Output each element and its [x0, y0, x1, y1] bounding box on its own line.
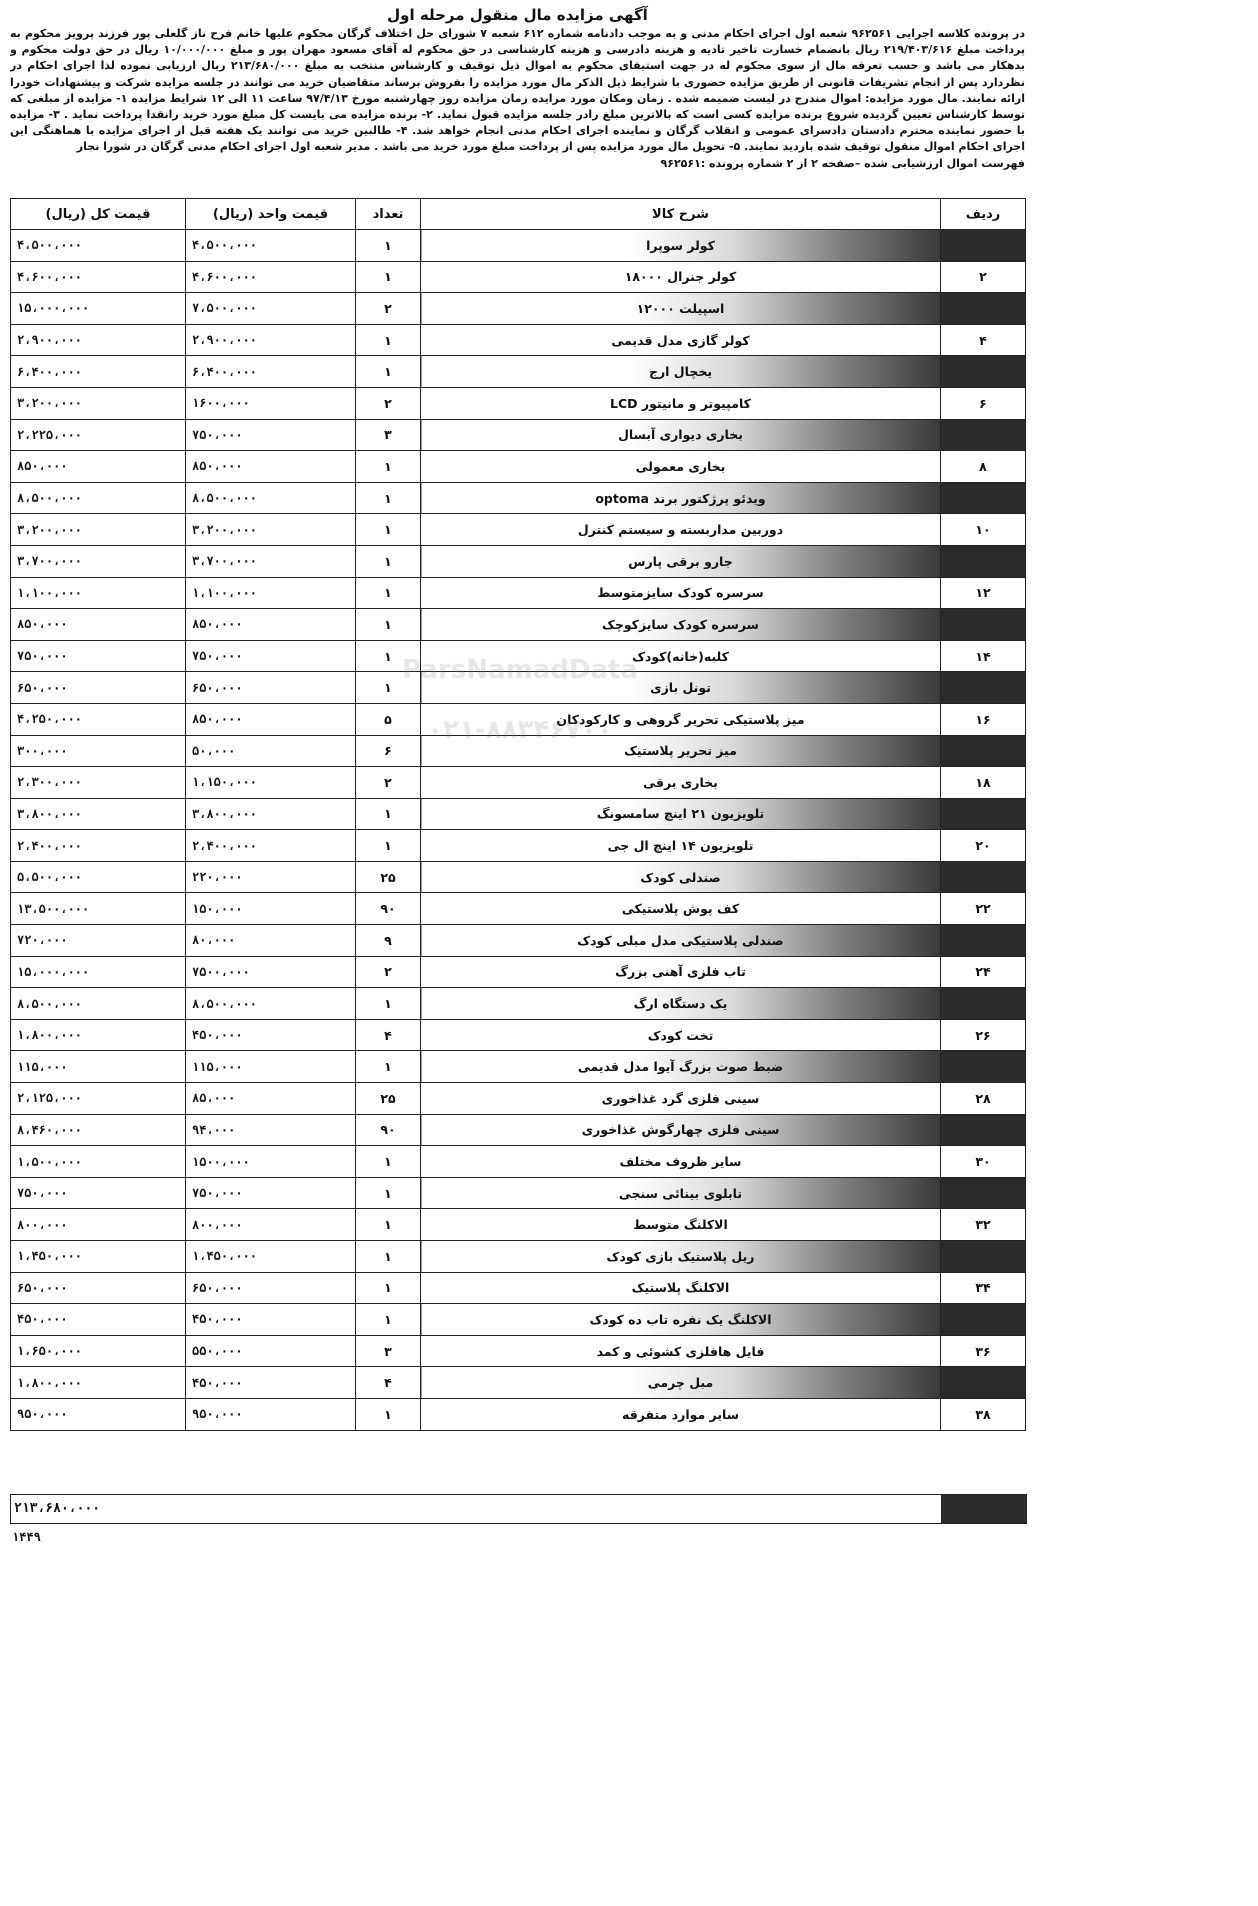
item-description: سینی فلزی چهارگوش غذاخوری: [421, 1114, 941, 1146]
row-number: ۷: [941, 419, 1026, 451]
item-total-price: ۲،۱۲۵،۰۰۰: [11, 1083, 186, 1115]
item-quantity: ۱: [356, 672, 421, 704]
row-number: ۴: [941, 324, 1026, 356]
item-quantity: ۱: [356, 482, 421, 514]
item-total-price: ۴،۲۵۰،۰۰۰: [11, 703, 186, 735]
item-description: اسپیلت ۱۲۰۰۰: [421, 293, 941, 325]
item-total-price: ۹۵۰،۰۰۰: [11, 1398, 186, 1430]
row-number: ۱۶: [941, 703, 1026, 735]
item-quantity: ۱: [356, 1241, 421, 1273]
item-unit-price: ۳،۷۰۰،۰۰۰: [186, 545, 356, 577]
table-row: [11, 577, 1026, 609]
header-row-number: ردیف: [941, 199, 1026, 230]
table-row: [11, 1209, 1026, 1241]
item-quantity: ۲: [356, 293, 421, 325]
table-row: [11, 545, 1026, 577]
item-unit-price: ۸۵۰،۰۰۰: [186, 451, 356, 483]
item-total-price: ۳،۸۰۰،۰۰۰: [11, 798, 186, 830]
item-unit-price: ۷،۵۰۰،۰۰۰: [186, 293, 356, 325]
row-number: ۱۹: [941, 798, 1026, 830]
row-number: ۲۸: [941, 1083, 1026, 1115]
row-number: ۲۰: [941, 830, 1026, 862]
item-quantity: ۱: [356, 545, 421, 577]
item-total-price: ۶۵۰،۰۰۰: [11, 1272, 186, 1304]
notice-title: آگهی مزایده مال منقول مرحله اول: [387, 6, 648, 24]
item-total-price: ۷۲۰،۰۰۰: [11, 925, 186, 957]
item-total-price: ۲،۴۰۰،۰۰۰: [11, 830, 186, 862]
item-quantity: ۱: [356, 798, 421, 830]
item-description: بخاری معمولی: [421, 451, 941, 483]
item-total-price: ۲،۳۰۰،۰۰۰: [11, 767, 186, 799]
item-quantity: ۲: [356, 387, 421, 419]
notice-body: در پرونده کلاسه اجرایی ۹۶۲۵۶۱ شعبه اول اجرای احکام مدنی و به موجب دادنامه شماره ۶۱۲ شعبه ۷ شورای حل اختلاف گرگان محکوم علیها خانم فرح ناز گلعلی پور فرزند پرویز محکوم به پرداخت مبلغ ۲۱۹/۴۰۳/۶۱۶ ریال بانضمام خسارت تاخیر تادیه و هزینه دادرسی و هزینه کارشناسی در حق محکوم له آقای مسعود مهران پور و مبلغ ۱۰/۰۰۰/۰۰۰ ریال در حق دولت محکوم و بدهکار می باشد و حسب تعرفه مال از سوی محکوم له در جهت استیفای محکوم به اموال ذیل توقیف و کارشناس منتخب به مبلغ ۲۱۳/۶۸۰/۰۰۰ ریال ارزیابی نموده لذا اجرای احکام در نظردارد پس از انجام تشریفات قانونی از طریق مزایده حضوری با شرایط ذیل الذکر مال مورد مزایده را بفروش برساند متقاضیان خرید می توانند در جلسه مزایده شرکت و پیشنهادات خودرا ارائه نمایند. مال مورد مزایده: اموال مندرج در لیست ضمیمه شده . زمان ومکان مورد مزایده زمان مزایده روز چهارشنبه مورخ ۹۷/۴/۱۳ ساعت ۱۱ الی ۱۲ شرایط مزایده ۱- مزایده از مبلغی که توسط کارشناس تعیین گردیده شروع برنده مزایده کسی است که بالاترین مبلغ رادر جلسه مزایده قبول نماید. ۲- برنده مزایده می بایست کل مبلغ مورد خرید رانقدا پرداخت نماید . ۳- مزایده با حضور نماینده محترم دادستان دادسرای عمومی و انقلاب گرگان و نماینده اجرای احکام مدنی انجام خواهد شد. ۴- طالبین خرید می توانند یک هفته قبل از اجرای مزایده با هماهنگی این اجرای احکام اموال منقول توقیف شده بازدید نمایند. ۵- تحویل مال مورد مزایده پس از پرداخت مبلغ مورد خرید می باشد . مدیر شعبه اول اجرای احکام مدنی گرگان در شورا نجار: [10, 27, 1025, 154]
item-description: یک دستگاه ارگ: [421, 988, 941, 1020]
table-row: [11, 893, 1026, 925]
item-description: کف پوش پلاستیکی: [421, 893, 941, 925]
item-quantity: ۳: [356, 419, 421, 451]
item-unit-price: ۴۵۰،۰۰۰: [186, 1019, 356, 1051]
item-unit-price: ۷۵۰،۰۰۰: [186, 640, 356, 672]
item-unit-price: ۱۶۰۰،۰۰۰: [186, 387, 356, 419]
item-quantity: ۱: [356, 609, 421, 641]
row-number: ۱۰: [941, 514, 1026, 546]
item-unit-price: ۸۵۰،۰۰۰: [186, 703, 356, 735]
item-total-price: ۲،۹۰۰،۰۰۰: [11, 324, 186, 356]
item-unit-price: ۸۰،۰۰۰: [186, 925, 356, 957]
item-quantity: ۱: [356, 640, 421, 672]
item-unit-price: ۸۵،۰۰۰: [186, 1083, 356, 1115]
item-description: کولر سوپرا: [421, 230, 941, 262]
row-number: ۲: [941, 261, 1026, 293]
item-total-price: ۳۰۰،۰۰۰: [11, 735, 186, 767]
table-row: [11, 1114, 1026, 1146]
item-total-price: ۸،۴۶۰،۰۰۰: [11, 1114, 186, 1146]
row-number: ۲۶: [941, 1019, 1026, 1051]
table-row: [11, 293, 1026, 325]
table-row: [11, 356, 1026, 388]
item-quantity: ۹۰: [356, 1114, 421, 1146]
item-description: سایر ظروف مختلف: [421, 1146, 941, 1178]
item-quantity: ۱: [356, 514, 421, 546]
row-number: ۹: [941, 482, 1026, 514]
item-unit-price: ۷۵۰،۰۰۰: [186, 1177, 356, 1209]
table-row: [11, 609, 1026, 641]
table-body: [11, 230, 1026, 1431]
grand-total: ۲۱۳،۶۸۰،۰۰۰: [14, 1501, 101, 1516]
item-description: میز تحریر پلاستیک: [421, 735, 941, 767]
item-description: دوربین مداربسته و سیستم کنترل: [421, 514, 941, 546]
item-description: ریل پلاستیک بازی کودک: [421, 1241, 941, 1273]
item-quantity: ۱: [356, 324, 421, 356]
row-number: ۳: [941, 293, 1026, 325]
item-total-price: ۶۵۰،۰۰۰: [11, 672, 186, 704]
table-row: [11, 1241, 1026, 1273]
item-description: تخت کودک: [421, 1019, 941, 1051]
row-number: ۱۷: [941, 735, 1026, 767]
item-unit-price: ۴،۶۰۰،۰۰۰: [186, 261, 356, 293]
item-total-price: ۶،۴۰۰،۰۰۰: [11, 356, 186, 388]
item-quantity: ۱: [356, 1146, 421, 1178]
item-total-price: ۱،۸۰۰،۰۰۰: [11, 1367, 186, 1399]
row-number: ۳۲: [941, 1209, 1026, 1241]
item-description: تلویزیون ۱۴ اینچ ال جی: [421, 830, 941, 862]
item-description: صندلی پلاستیکی مدل مبلی کودک: [421, 925, 941, 957]
table-row: [11, 451, 1026, 483]
item-unit-price: ۸۰۰،۰۰۰: [186, 1209, 356, 1241]
item-total-price: ۸۰۰،۰۰۰: [11, 1209, 186, 1241]
list-caption: فهرست اموال ارزشیابی شده –صفحه ۲ از ۲ شماره پرونده :۹۶۲۵۶۱: [660, 156, 1025, 170]
item-unit-price: ۵۵۰،۰۰۰: [186, 1335, 356, 1367]
row-number: ۲۲: [941, 893, 1026, 925]
item-description: الاکلنگ یک نفره تاب ده کودک: [421, 1304, 941, 1336]
item-quantity: ۱: [356, 1177, 421, 1209]
row-number: ۳۷: [941, 1367, 1026, 1399]
table-row: [11, 798, 1026, 830]
item-quantity: ۱: [356, 577, 421, 609]
item-total-price: ۵،۵۰۰،۰۰۰: [11, 861, 186, 893]
item-unit-price: ۳،۲۰۰،۰۰۰: [186, 514, 356, 546]
item-unit-price: ۹۵۰،۰۰۰: [186, 1398, 356, 1430]
item-description: الاکلنگ پلاستیک: [421, 1272, 941, 1304]
item-total-price: ۸۵۰،۰۰۰: [11, 609, 186, 641]
item-quantity: ۳: [356, 1335, 421, 1367]
item-quantity: ۹: [356, 925, 421, 957]
item-quantity: ۱: [356, 988, 421, 1020]
item-description: صندلی کودک: [421, 861, 941, 893]
table-row: [11, 1304, 1026, 1336]
row-number: ۳۰: [941, 1146, 1026, 1178]
item-quantity: ۱: [356, 1272, 421, 1304]
item-unit-price: ۶۵۰،۰۰۰: [186, 1272, 356, 1304]
item-quantity: ۱: [356, 1051, 421, 1083]
item-description: الاکلنگ متوسط: [421, 1209, 941, 1241]
item-description: یخچال ارج: [421, 356, 941, 388]
item-unit-price: ۹۴،۰۰۰: [186, 1114, 356, 1146]
item-description: تلویزیون ۲۱ اینچ سامسونگ: [421, 798, 941, 830]
table-row: [11, 1083, 1026, 1115]
item-total-price: ۱،۱۰۰،۰۰۰: [11, 577, 186, 609]
item-total-price: ۷۵۰،۰۰۰: [11, 1177, 186, 1209]
item-quantity: ۱: [356, 1209, 421, 1241]
row-number: ۲۱: [941, 861, 1026, 893]
table-row: [11, 261, 1026, 293]
item-unit-price: ۵۰،۰۰۰: [186, 735, 356, 767]
item-quantity: ۴: [356, 1019, 421, 1051]
item-quantity: ۲۵: [356, 861, 421, 893]
item-description: بخاری برقی: [421, 767, 941, 799]
table-row: [11, 387, 1026, 419]
header-quantity: تعداد: [356, 199, 421, 230]
item-total-price: ۱۵،۰۰۰،۰۰۰: [11, 956, 186, 988]
item-description: سایر موارد متفرقه: [421, 1398, 941, 1430]
item-description: بخاری دیواری آبسال: [421, 419, 941, 451]
item-quantity: ۵: [356, 703, 421, 735]
table-row: [11, 1367, 1026, 1399]
row-number: ۸: [941, 451, 1026, 483]
item-description: سرسره کودک سایزمتوسط: [421, 577, 941, 609]
item-total-price: ۷۵۰،۰۰۰: [11, 640, 186, 672]
row-number: ۳۳: [941, 1241, 1026, 1273]
row-number: ۲۳: [941, 925, 1026, 957]
table-row: [11, 230, 1026, 262]
item-total-price: ۸،۵۰۰،۰۰۰: [11, 988, 186, 1020]
item-unit-price: ۶،۴۰۰،۰۰۰: [186, 356, 356, 388]
item-unit-price: ۴۵۰،۰۰۰: [186, 1367, 356, 1399]
row-number: ۱: [941, 230, 1026, 262]
row-number: ۲۵: [941, 988, 1026, 1020]
table-row: [11, 988, 1026, 1020]
item-description: ضبط صوت بزرگ آیوا مدل قدیمی: [421, 1051, 941, 1083]
table-row: [11, 324, 1026, 356]
table-row: [11, 1146, 1026, 1178]
item-total-price: ۱،۴۵۰،۰۰۰: [11, 1241, 186, 1273]
item-total-price: ۸۵۰،۰۰۰: [11, 451, 186, 483]
table-row: [11, 830, 1026, 862]
table-row: [11, 1051, 1026, 1083]
table-row: [11, 703, 1026, 735]
item-description: کولر جنرال ۱۸۰۰۰: [421, 261, 941, 293]
item-quantity: ۱: [356, 356, 421, 388]
item-unit-price: ۴۵۰،۰۰۰: [186, 1304, 356, 1336]
row-number: ۱۵: [941, 672, 1026, 704]
row-number: ۱۳: [941, 609, 1026, 641]
header-unit-price: قیمت واحد (ریال): [186, 199, 356, 230]
item-description: سرسره کودک سایزکوچک: [421, 609, 941, 641]
notice-intro: [10, 26, 1025, 204]
row-number: ۱۲: [941, 577, 1026, 609]
row-number: ۱۱: [941, 545, 1026, 577]
item-description: فایل هافلزی کشوئی و کمد: [421, 1335, 941, 1367]
item-unit-price: ۳،۸۰۰،۰۰۰: [186, 798, 356, 830]
item-quantity: ۹۰: [356, 893, 421, 925]
table-row: [11, 956, 1026, 988]
item-unit-price: ۱،۱۵۰،۰۰۰: [186, 767, 356, 799]
items-table: [10, 198, 1026, 1431]
item-description: تابلوی بینائی سنجی: [421, 1177, 941, 1209]
row-number: ۲۴: [941, 956, 1026, 988]
item-unit-price: ۱۵۰۰،۰۰۰: [186, 1146, 356, 1178]
watermark-brand: ParsNamadData: [402, 655, 638, 685]
item-total-price: ۱۵،۰۰۰،۰۰۰: [11, 293, 186, 325]
row-number: ۵: [941, 356, 1026, 388]
item-total-price: ۴،۵۰۰،۰۰۰: [11, 230, 186, 262]
header-description: شرح کالا: [421, 199, 941, 230]
table-row: [11, 767, 1026, 799]
item-description: ویدئو پرژکتور برند optoma: [421, 482, 941, 514]
row-number: ۶: [941, 387, 1026, 419]
table-row: [11, 482, 1026, 514]
row-number: ۳۸: [941, 1398, 1026, 1430]
item-total-price: ۳،۲۰۰،۰۰۰: [11, 387, 186, 419]
item-unit-price: ۸۵۰،۰۰۰: [186, 609, 356, 641]
item-description: کولر گازی مدل قدیمی: [421, 324, 941, 356]
item-unit-price: ۸،۵۰۰،۰۰۰: [186, 482, 356, 514]
table-row: [11, 419, 1026, 451]
item-unit-price: ۷۵۰۰،۰۰۰: [186, 956, 356, 988]
item-total-price: ۱،۸۰۰،۰۰۰: [11, 1019, 186, 1051]
item-quantity: ۱: [356, 1304, 421, 1336]
item-quantity: ۴: [356, 1367, 421, 1399]
item-total-price: ۱،۶۵۰،۰۰۰: [11, 1335, 186, 1367]
item-total-price: ۱۳،۵۰۰،۰۰۰: [11, 893, 186, 925]
item-description: تاب فلزی آهنی بزرگ: [421, 956, 941, 988]
item-quantity: ۲: [356, 767, 421, 799]
table-row: [11, 861, 1026, 893]
row-number: ۳۴: [941, 1272, 1026, 1304]
item-unit-price: ۲،۹۰۰،۰۰۰: [186, 324, 356, 356]
header-total-price: قیمت کل (ریال): [11, 199, 186, 230]
table-row: [11, 925, 1026, 957]
item-unit-price: ۷۵۰،۰۰۰: [186, 419, 356, 451]
table-row: [11, 640, 1026, 672]
item-total-price: ۱۱۵،۰۰۰: [11, 1051, 186, 1083]
item-total-price: ۲،۲۲۵،۰۰۰: [11, 419, 186, 451]
item-description: سینی فلزی گرد غذاخوری: [421, 1083, 941, 1115]
item-total-price: ۸،۵۰۰،۰۰۰: [11, 482, 186, 514]
table-row: [11, 1272, 1026, 1304]
item-total-price: ۱،۵۰۰،۰۰۰: [11, 1146, 186, 1178]
table-row: [11, 735, 1026, 767]
row-number: ۳۵: [941, 1304, 1026, 1336]
item-unit-price: ۱۵۰،۰۰۰: [186, 893, 356, 925]
item-unit-price: ۶۵۰،۰۰۰: [186, 672, 356, 704]
row-number: ۲۹: [941, 1114, 1026, 1146]
item-total-price: ۴،۶۰۰،۰۰۰: [11, 261, 186, 293]
table-row: [11, 1398, 1026, 1430]
table-row: [11, 1177, 1026, 1209]
total-row: [10, 1494, 1027, 1524]
item-description: میز پلاستیکی تحریر گروهی و کارکودکان: [421, 703, 941, 735]
item-quantity: ۱: [356, 230, 421, 262]
item-description: تونل بازی: [421, 672, 941, 704]
item-quantity: ۱: [356, 451, 421, 483]
item-quantity: ۲: [356, 956, 421, 988]
row-number: ۱۴: [941, 640, 1026, 672]
item-description: کامپیوتر و مانیتور LCD: [421, 387, 941, 419]
table-row: [11, 1019, 1026, 1051]
item-description: جارو برقی پارس: [421, 545, 941, 577]
item-unit-price: ۸،۵۰۰،۰۰۰: [186, 988, 356, 1020]
item-quantity: ۲۵: [356, 1083, 421, 1115]
item-total-price: ۴۵۰،۰۰۰: [11, 1304, 186, 1336]
item-unit-price: ۲،۴۰۰،۰۰۰: [186, 830, 356, 862]
table-row: [11, 1335, 1026, 1367]
item-total-price: ۳،۷۰۰،۰۰۰: [11, 545, 186, 577]
row-number: ۱۸: [941, 767, 1026, 799]
ad-code: ۱۴۴۹: [12, 1530, 41, 1544]
item-quantity: ۱: [356, 261, 421, 293]
table-row: [11, 672, 1026, 704]
row-number: ۳۱: [941, 1177, 1026, 1209]
watermark-phone: ۰۲۱-۸۸۳۴۶۷۰۰: [427, 715, 613, 745]
item-unit-price: ۴،۵۰۰،۰۰۰: [186, 230, 356, 262]
item-unit-price: ۱،۱۰۰،۰۰۰: [186, 577, 356, 609]
item-quantity: ۶: [356, 735, 421, 767]
item-description: کلبه(خانه)کودک: [421, 640, 941, 672]
item-description: مبل چرمی: [421, 1367, 941, 1399]
item-unit-price: ۲۲۰،۰۰۰: [186, 861, 356, 893]
item-quantity: ۱: [356, 830, 421, 862]
item-unit-price: ۱۱۵،۰۰۰: [186, 1051, 356, 1083]
row-number: ۲۷: [941, 1051, 1026, 1083]
item-total-price: ۳،۲۰۰،۰۰۰: [11, 514, 186, 546]
row-number: ۳۶: [941, 1335, 1026, 1367]
item-quantity: ۱: [356, 1398, 421, 1430]
table-header-row: [11, 199, 1026, 230]
item-unit-price: ۱،۴۵۰،۰۰۰: [186, 1241, 356, 1273]
table-row: [11, 514, 1026, 546]
